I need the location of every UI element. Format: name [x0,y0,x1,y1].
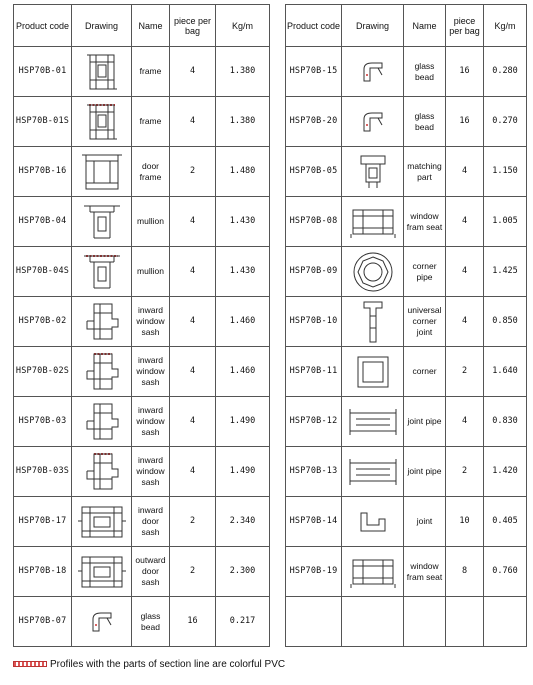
header-name: Name [132,5,170,47]
drawing-cell [72,397,132,447]
drawing-cell [342,597,404,647]
kgm-cell: 1.490 [216,397,270,447]
product-code-cell: HSP70B-02 [14,297,72,347]
name-cell [404,597,446,647]
name-cell: joint pipe [404,397,446,447]
name-cell: window fram seat [404,547,446,597]
pieces-cell: 2 [446,447,484,497]
right-product-table [285,4,527,647]
kgm-cell: 1.460 [216,297,270,347]
name-cell: inward window sash [132,297,170,347]
kgm-cell: 0.270 [484,97,527,147]
product-code-cell: HSP70B-07 [14,597,72,647]
kgm-cell: 0.405 [484,497,527,547]
table-row [286,497,527,547]
kgm-cell: 1.490 [216,447,270,497]
product-code-cell: HSP70B-15 [286,47,342,97]
pieces-cell [446,597,484,647]
table-row [14,97,270,147]
table-row [14,347,270,397]
drawing-cell [72,197,132,247]
door-sash-profile-icon [72,551,131,593]
door-sash-profile-icon [72,501,131,543]
drawing-cell [72,147,132,197]
universal-joint-profile-icon [342,298,403,346]
product-code-cell: HSP70B-02S [14,347,72,397]
kgm-cell: 1.430 [216,247,270,297]
name-cell: inward window sash [132,397,170,447]
name-cell: door frame [132,147,170,197]
table-row [14,397,270,447]
pieces-cell: 4 [170,197,216,247]
product-code-cell: HSP70B-19 [286,547,342,597]
drawing-cell [342,347,404,397]
table-row [14,597,270,647]
name-cell: matching part [404,147,446,197]
kgm-cell: 0.760 [484,547,527,597]
table-row [14,247,270,297]
drawing-cell [72,497,132,547]
drawing-cell [72,97,132,147]
drawing-cell [72,547,132,597]
header-pieces: piece per bag [170,5,216,47]
name-cell: frame [132,47,170,97]
table-row [286,347,527,397]
pieces-cell: 16 [170,597,216,647]
kgm-cell: 0.850 [484,297,527,347]
pieces-cell: 4 [170,297,216,347]
pieces-cell: 2 [170,547,216,597]
table-row [286,197,527,247]
corner-pipe-profile-icon [342,249,403,295]
table-row [286,47,527,97]
product-code-cell: HSP70B-04S [14,247,72,297]
product-code-cell: HSP70B-03 [14,397,72,447]
header-kgm: Kg/m [216,5,270,47]
kgm-cell: 1.380 [216,47,270,97]
pieces-cell: 4 [446,197,484,247]
kgm-cell: 0.280 [484,47,527,97]
door-frame-profile-icon [72,150,131,194]
header-drawing: Drawing [72,5,132,47]
pieces-cell: 10 [446,497,484,547]
corner-profile-icon [342,352,403,392]
table-row [286,247,527,297]
frame-profile-icon [72,50,131,94]
colored-section-swatch [13,661,47,667]
pieces-cell: 4 [446,397,484,447]
footnote-text: Profiles with the parts of section line are colorful PVC [50,659,286,670]
table-row [286,297,527,347]
table-row [14,497,270,547]
glass-bead-profile-icon [342,105,403,139]
drawing-cell [342,497,404,547]
header-row [14,5,270,47]
name-cell: mullion [132,197,170,247]
kgm-cell: 1.420 [484,447,527,497]
product-code-cell: HSP70B-14 [286,497,342,547]
pieces-cell: 16 [446,97,484,147]
table-row [14,47,270,97]
drawing-cell [72,247,132,297]
product-code-cell: HSP70B-03S [14,447,72,497]
drawing-cell [342,97,404,147]
name-cell: frame [132,97,170,147]
drawing-cell [342,47,404,97]
table-row [286,547,527,597]
header-name: Name [404,5,446,47]
glass-bead-profile-icon [72,605,131,639]
kgm-cell: 1.380 [216,97,270,147]
table-row [14,447,270,497]
name-cell: inward window sash [132,447,170,497]
kgm-cell: 1.005 [484,197,527,247]
header-kgm: Kg/m [484,5,527,47]
name-cell: universal corner joint [404,297,446,347]
kgm-cell: 1.150 [484,147,527,197]
product-code-cell: HSP70B-10 [286,297,342,347]
name-cell: corner [404,347,446,397]
pieces-cell: 4 [170,447,216,497]
drawing-cell [342,547,404,597]
product-code-cell: HSP70B-05 [286,147,342,197]
drawing-cell [72,47,132,97]
product-code-cell: HSP70B-09 [286,247,342,297]
drawing-cell [342,197,404,247]
drawing-cell [342,147,404,197]
name-cell: corner pipe [404,247,446,297]
product-code-cell [286,597,342,647]
table-row [286,447,527,497]
name-cell: glass bead [404,47,446,97]
pieces-cell: 4 [446,297,484,347]
drawing-cell [72,597,132,647]
matching-part-profile-icon [342,150,403,194]
pieces-cell: 16 [446,47,484,97]
product-code-cell: HSP70B-16 [14,147,72,197]
kgm-cell [484,597,527,647]
table-row [286,597,527,647]
table-row [14,547,270,597]
name-cell: glass bead [404,97,446,147]
sash-profile-icon [72,349,131,395]
drawing-cell [72,447,132,497]
product-code-cell: HSP70B-11 [286,347,342,397]
pieces-cell: 2 [170,147,216,197]
pieces-cell: 8 [446,547,484,597]
pieces-cell: 4 [170,397,216,447]
pieces-cell: 4 [170,247,216,297]
name-cell: glass bead [132,597,170,647]
kgm-cell: 1.425 [484,247,527,297]
kgm-cell: 1.640 [484,347,527,397]
pieces-cell: 4 [170,47,216,97]
table-row [14,197,270,247]
header-pieces: piece per bag [446,5,484,47]
product-code-cell: HSP70B-13 [286,447,342,497]
glass-bead-profile-icon [342,55,403,89]
name-cell: inward door sash [132,497,170,547]
table-row [286,97,527,147]
product-code-cell: HSP70B-08 [286,197,342,247]
name-cell: joint pipe [404,447,446,497]
table-row [14,147,270,197]
kgm-cell: 0.217 [216,597,270,647]
sash-profile-icon [72,299,131,345]
kgm-cell: 2.300 [216,547,270,597]
window-seat-profile-icon [342,552,403,592]
header-product-code: Product code [14,5,72,47]
product-code-cell: HSP70B-18 [14,547,72,597]
name-cell: outward door sash [132,547,170,597]
joint-profile-icon [342,507,403,537]
drawing-cell [72,297,132,347]
drawing-cell [342,247,404,297]
kgm-cell: 1.430 [216,197,270,247]
frame-profile-icon [72,100,131,144]
kgm-cell: 1.460 [216,347,270,397]
pieces-cell: 2 [170,497,216,547]
joint-pipe-profile-icon [342,453,403,491]
table-row [286,147,527,197]
table-row [14,297,270,347]
product-code-cell: HSP70B-20 [286,97,342,147]
product-code-cell: HSP70B-12 [286,397,342,447]
sash-profile-icon [72,449,131,495]
name-cell: window fram seat [404,197,446,247]
footnote [13,659,285,670]
name-cell: mullion [132,247,170,297]
kgm-cell: 1.480 [216,147,270,197]
drawing-cell [342,397,404,447]
product-code-cell: HSP70B-01 [14,47,72,97]
drawing-cell [342,297,404,347]
header-product-code: Product code [286,5,342,47]
product-code-cell: HSP70B-17 [14,497,72,547]
joint-pipe-profile-icon [342,403,403,441]
pieces-cell: 4 [170,347,216,397]
pieces-cell: 4 [446,147,484,197]
mullion-profile-icon [72,250,131,294]
left-product-table [13,4,270,647]
kgm-cell: 0.830 [484,397,527,447]
mullion-profile-icon [72,200,131,244]
sash-profile-icon [72,399,131,445]
header-row [286,5,527,47]
window-seat-profile-icon [342,202,403,242]
pieces-cell: 4 [446,247,484,297]
name-cell: inward window sash [132,347,170,397]
pieces-cell: 4 [170,97,216,147]
kgm-cell: 2.340 [216,497,270,547]
pieces-cell: 2 [446,347,484,397]
name-cell: joint [404,497,446,547]
product-code-cell: HSP70B-01S [14,97,72,147]
header-drawing: Drawing [342,5,404,47]
drawing-cell [342,447,404,497]
drawing-cell [72,347,132,397]
table-row [286,397,527,447]
product-code-cell: HSP70B-04 [14,197,72,247]
